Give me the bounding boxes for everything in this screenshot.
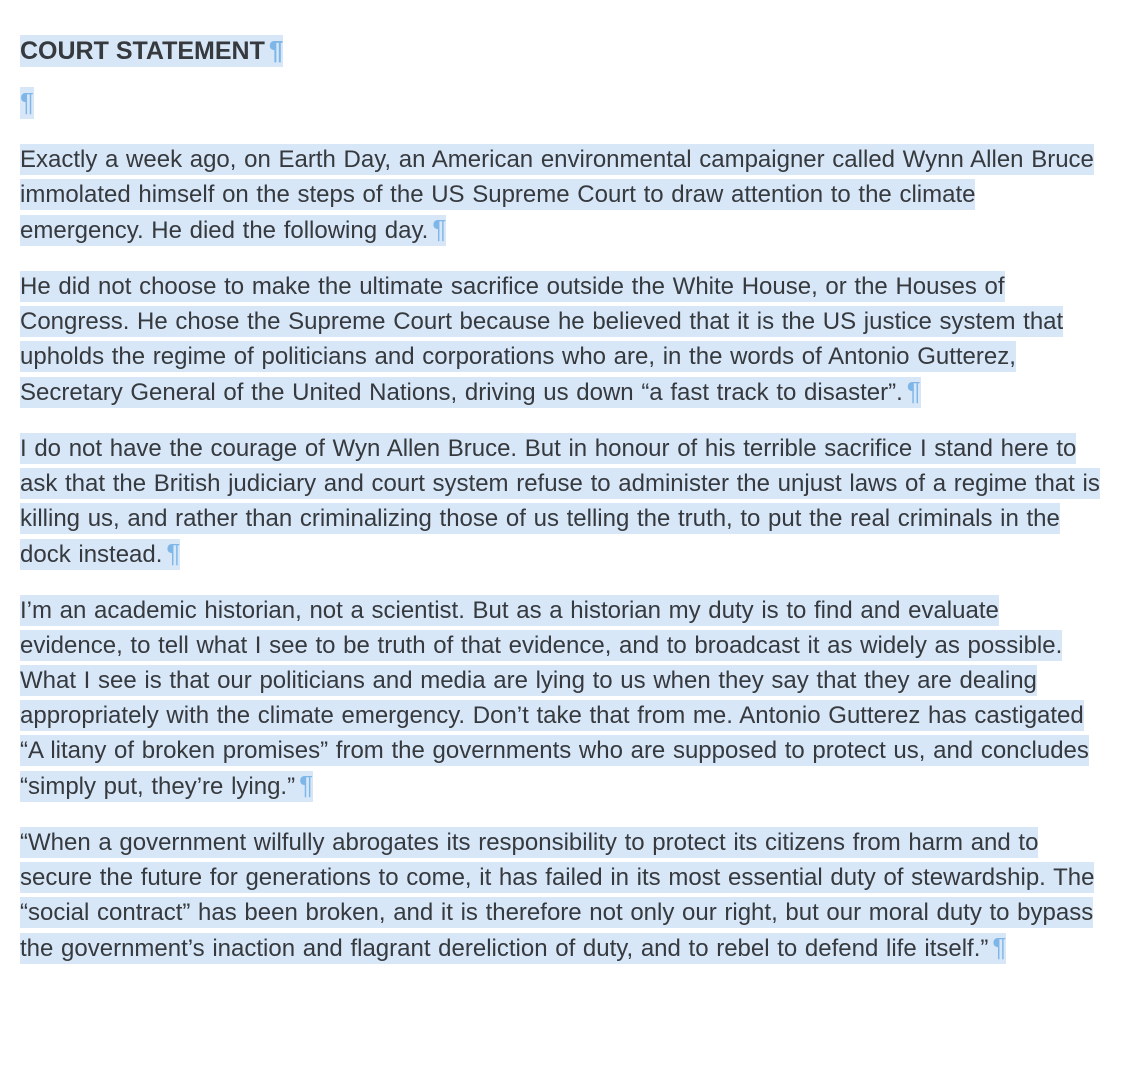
document-heading[interactable]: [20, 34, 1100, 86]
pilcrow-icon: ¶: [268, 35, 284, 65]
pilcrow-icon: ¶: [992, 932, 1007, 962]
document-body[interactable]: [20, 34, 1100, 987]
paragraph-4[interactable]: [20, 593, 1100, 804]
pilcrow-icon: ¶: [166, 538, 181, 568]
paragraph-text: I do not have the courage of Wyn Allen Bruce. But in honour of his terrible sacrifice I stand here to ask that the British judiciary and court system refuse to administer the unjust laws of a regime that is killing us, and rather than criminalizing those of us telling the truth, to put the real criminals in the dock instead.: [20, 435, 1100, 568]
paragraph-text: “When a government wilfully abrogates its responsibility to protect its citizens from harm and to secure the future for generations to come, it has failed in its most essential duty of stewardship. The “social contract” has been broken, and it is therefore not only our right, but our moral duty to bypass the government’s inaction and flagrant dereliction of duty, and to rebel to defend life itself.”: [20, 829, 1095, 962]
pilcrow-icon: ¶: [20, 87, 34, 117]
paragraph-1[interactable]: [20, 142, 1100, 248]
paragraph-text: Exactly a week ago, on Earth Day, an American environmental campaigner called Wynn Allen Bruce immolated himself on the steps of the US Supreme Court to draw attention to the climate emergency. He died the following day.: [20, 146, 1094, 244]
pilcrow-icon: ¶: [432, 214, 447, 244]
paragraph-3[interactable]: [20, 431, 1100, 572]
paragraph-2[interactable]: [20, 269, 1100, 410]
paragraph-5[interactable]: [20, 825, 1100, 966]
pilcrow-icon: ¶: [906, 376, 921, 406]
paragraph-text: He did not choose to make the ultimate sacrifice outside the White House, or the Houses of Congress. He chose the Supreme Court because he believed that it is the US justice system that upholds the regime of politicians and corporations who are, in the words of Antonio Gutterez, Secretary General of the United Nations, driving us down “a fast track to disaster”.: [20, 273, 1064, 406]
pilcrow-icon: ¶: [299, 770, 314, 800]
paragraph-text: I’m an academic historian, not a scientist. But as a historian my duty is to find and evaluate evidence, to tell what I see to be truth of that evidence, and to broadcast it as widely as possible. What I see is that our politicians and media are lying to us when they say that they are dealing appropriately with the climate emergency. Don’t take that from me. Antonio Gutterez has castigated “A litany of broken promises” from the governments who are supposed to protect us, and concludes “simply put, they’re lying.”: [20, 597, 1089, 800]
empty-paragraph[interactable]: [20, 86, 1100, 142]
heading-text: COURT STATEMENT: [20, 37, 265, 65]
